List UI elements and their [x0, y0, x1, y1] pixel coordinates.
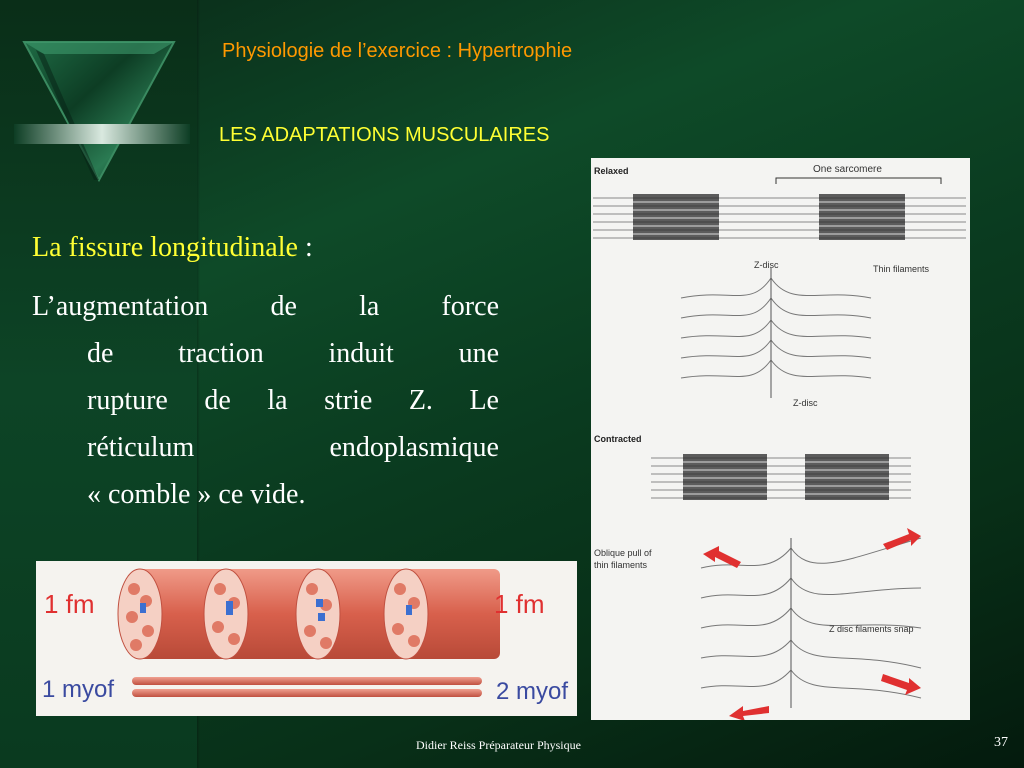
oblique-label-line2: thin filaments: [594, 560, 648, 570]
footer-author: Didier Reiss Préparateur Physique: [416, 738, 581, 752]
oblique-label-line1: Oblique pull of: [594, 548, 652, 558]
label-1fm-left: 1 fm: [44, 589, 95, 619]
label-1myof: 1 myof: [42, 676, 115, 703]
slide-subtitle: LES ADAPTATIONS MUSCULAIRES: [219, 124, 550, 146]
body-line: L’augmentation de la force: [32, 291, 499, 322]
body-line: « comble » ce vide.: [87, 479, 306, 510]
label-2myof: 2 myof: [496, 678, 569, 705]
z-disc-detail-top: [681, 268, 871, 398]
relaxed-thick-filaments: [633, 194, 905, 240]
slide-title: Physiologie de l’exercice : Hypertrophie: [222, 40, 573, 62]
relaxed-label: Relaxed: [594, 166, 629, 176]
one-sarcomere-label: One sarcomere: [813, 164, 882, 175]
sarcomere-diagram: [591, 158, 970, 720]
fiber-segments: [118, 569, 500, 659]
body-line: rupture de la strie Z. Le: [87, 385, 499, 416]
thin-filaments-label: Thin filaments: [873, 264, 930, 274]
body-paragraph: [32, 283, 499, 518]
marble-triangle-logo: [14, 38, 190, 182]
pull-arrow-top-right: [883, 528, 921, 550]
sarcomere-bracket: [776, 178, 941, 184]
contracted-thick-filaments: [683, 454, 889, 500]
pull-arrow-bottom-left: [729, 706, 769, 720]
myofibril-figure-svg: [36, 561, 577, 716]
section-heading: [32, 232, 313, 264]
sarcomere-diagram-svg: [591, 158, 970, 720]
z-disc-mid-label: Z-disc: [793, 398, 818, 408]
body-line: de traction induit une: [87, 338, 499, 369]
heading-colon: :: [297, 232, 313, 263]
body-line: réticulum endoplasmique: [87, 432, 499, 463]
pull-arrow-top-left: [703, 546, 741, 568]
label-1fm-right: 1 fm: [494, 589, 545, 619]
split-myofibrils: [132, 677, 482, 697]
z-disc-snap-label: Z disc filaments snap: [829, 624, 914, 634]
page-number: 37: [994, 735, 1008, 750]
contracted-label: Contracted: [594, 434, 642, 444]
z-disc-top-label: Z-disc: [754, 260, 779, 270]
myofibril-figure: [36, 561, 577, 716]
heading-text: La fissure longitudinale: [32, 232, 298, 263]
